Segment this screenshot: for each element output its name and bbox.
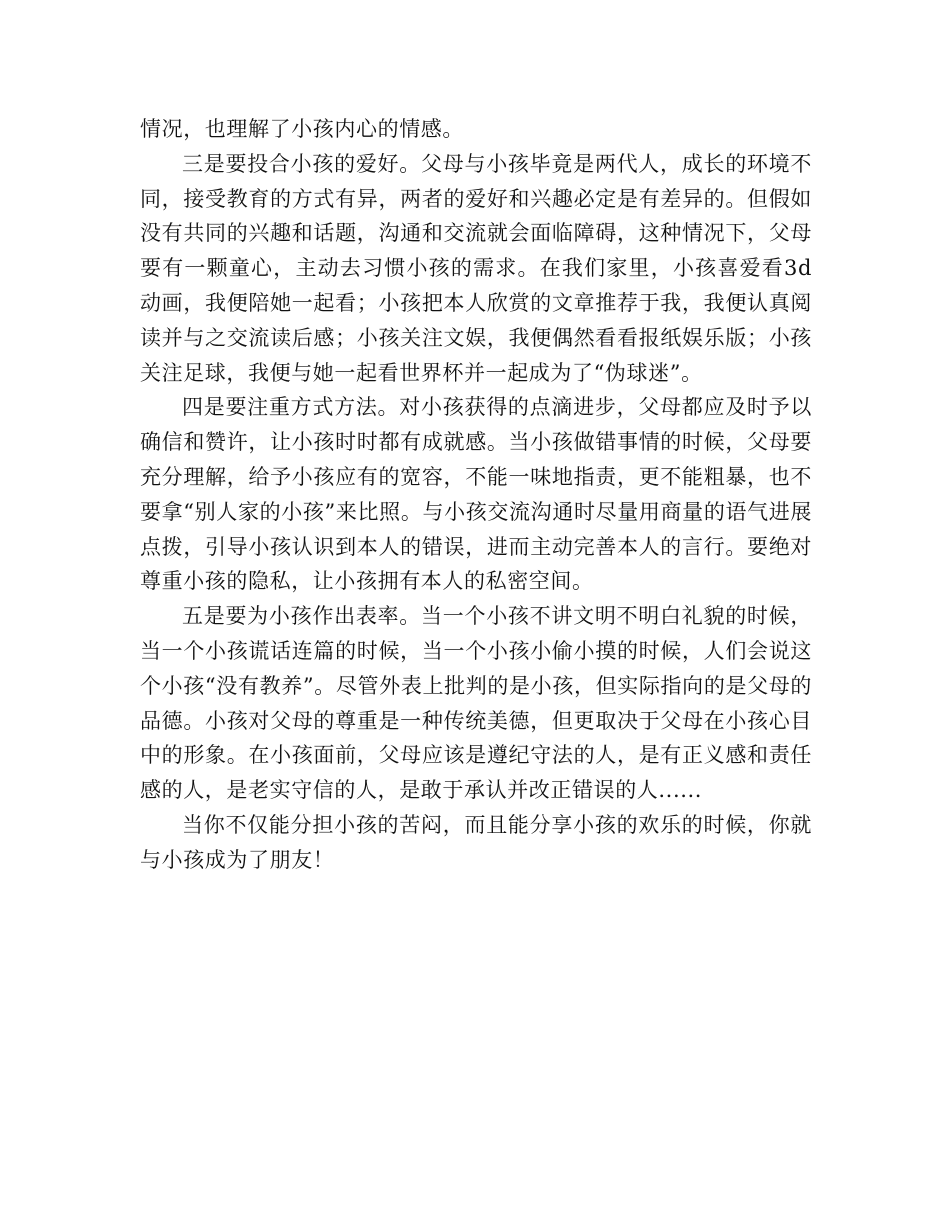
document-body: [140, 112, 812, 878]
paragraph-methods: 四是要注重方式方法。对小孩获得的点滴进步，父母都应及时予以确信和赞许，让小孩时时都有成就感。当小孩做错事情的时候，父母要充分理解，给予小孩应有的宽容，不能一味地指责，更不能粗暴，也不要拿“别人家的小孩”来比照。与小孩交流沟通时尽量用商量的语气进展点拨，引导小孩认识到本人的错误，进而主动完善本人的言行。要绝对尊重小孩的隐私，让小孩拥有本人的私密空间。: [140, 395, 812, 594]
paragraph-continuation: 情况，也理解了小孩内心的情感。: [140, 117, 464, 141]
paragraph-role-model: 五是要为小孩作出表率。当一个小孩不讲文明不明白礼貌的时候，当一个小孩谎话连篇的时候，当一个小孩小偷小摸的时候，人们会说这个小孩“没有教养”。尽管外表上批判的是小孩，但实际指向的是父母的品德。小孩对父母的尊重是一种传统美德，但更取决于父母在小孩心目中的形象。在小孩面前，父母应该是遵纪守法的人，是有正义感和责任感的人，是老实守信的人，是敢于承认并改正错误的人......: [140, 604, 812, 803]
paragraph-hobbies: 三是要投合小孩的爱好。父母与小孩毕竟是两代人，成长的环境不同，接受教育的方式有异，两者的爱好和兴趣必定是有差异的。但假如没有共同的兴趣和话题，沟通和交流就会面临障碍，这种情况下，父母要有一颗童心，主动去习惯小孩的需求。在我们家里，小孩喜爱看3d动画，我便陪她一起看；小孩把本人欣赏的文章推荐于我，我便认真阅读并与之交流读后感；小孩关注文娱，我便偶然看看报纸娱乐版；小孩关注足球，我便与她一起看世界杯并一起成为了“伪球迷”。: [140, 151, 812, 385]
paragraph-conclusion: 当你不仅能分担小孩的苦闷，而且能分享小孩的欢乐的时候，你就与小孩成为了朋友！: [140, 812, 812, 872]
